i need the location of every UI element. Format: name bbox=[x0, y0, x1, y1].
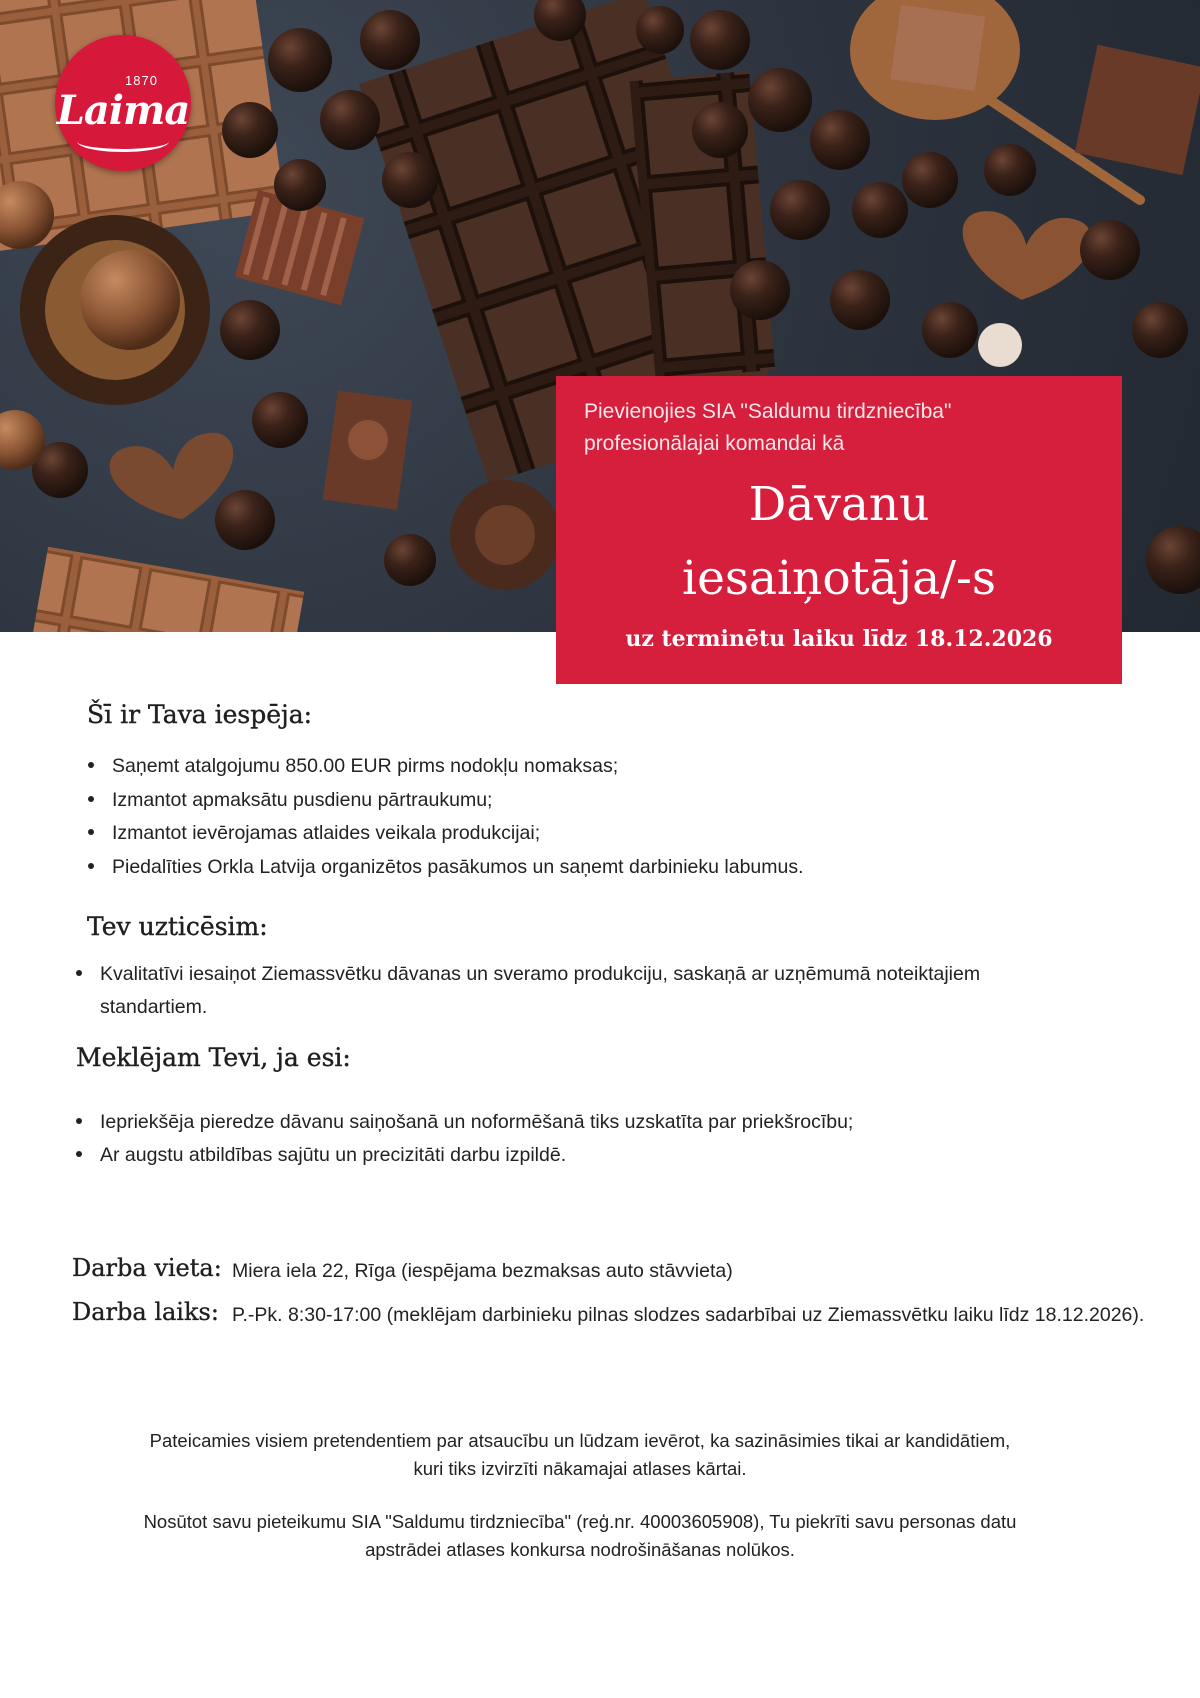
offer-heading: Šī ir Tava iespēja: bbox=[87, 700, 313, 729]
hours-value: P.-Pk. 8:30-17:00 (meklējam darbinieku pilnas slodzes sadarbībai uz Ziemassvētku laiku līdz 18.12.2026). bbox=[232, 1304, 1145, 1326]
list-item: Piedalīties Orkla Latvija organizētos pasākumos un saņemt darbinieku labumus. bbox=[86, 851, 1126, 885]
location-value: Miera iela 22, Rīga (iespējama bezmaksas auto stāvvieta) bbox=[232, 1260, 733, 1282]
list-item: Izmantot ievērojamas atlaides veikala produkcijai; bbox=[86, 817, 1126, 851]
list-item: Kvalitatīvi iesaiņot Ziemassvētku dāvanas un sveramo produkciju, saskaņā ar uzņēmumā noteiktajiem standartiem. bbox=[74, 958, 1004, 1024]
list-item: Iepriekšēja pieredze dāvanu saiņošanā un noformēšanā tiks uzskatīta par priekšrocību; bbox=[74, 1106, 1124, 1139]
privacy-note: Nosūtot savu pieteikumu SIA "Saldumu tirdzniecība" (reģ.nr. 40003605908), Tu piekrīti savu personas datu apstrādei atlases konkursa nodrošināšanas nolūkos. bbox=[143, 1511, 1017, 1560]
requirements-list bbox=[74, 1106, 1124, 1172]
logo-wordmark: Laima bbox=[56, 87, 190, 134]
list-item: Ar augstu atbildības sajūtu un precizitāti darbu izpildē. bbox=[74, 1139, 1124, 1172]
hours-label: Darba laiks: bbox=[72, 1298, 219, 1326]
list-item: Izmantot apmaksātu pusdienu pārtraukumu; bbox=[86, 784, 1126, 818]
intro-text: Pievienojies SIA "Saldumu tirdzniecība" profesionālajai komandai kā bbox=[584, 400, 952, 455]
logo-year: 1870 bbox=[125, 73, 158, 88]
duties-list bbox=[74, 958, 1004, 1024]
job-title-panel bbox=[556, 376, 1122, 684]
offer-list bbox=[86, 750, 1126, 884]
job-title: Dāvanu iesaiņotāja/-s bbox=[682, 477, 996, 606]
duties-heading: Tev uzticēsim: bbox=[87, 912, 268, 941]
list-item: Saņemt atalgojumu 850.00 EUR pirms nodokļu nomaksas; bbox=[86, 750, 1126, 784]
logo-swoosh bbox=[77, 131, 169, 152]
requirements-heading: Meklējam Tevi, ja esi: bbox=[76, 1043, 351, 1072]
thanks-note: Pateicamies visiem pretendentiem par atsaucību un lūdzam ievērot, ka sazināsimies tikai ar kandidātiem, kuri tiks izvirzīti nākamajai atlases kārtai. bbox=[149, 1430, 1011, 1479]
term-text: uz terminētu laiku līdz 18.12.2026 bbox=[625, 626, 1053, 652]
laima-logo bbox=[55, 35, 191, 171]
location-label: Darba vieta: bbox=[72, 1254, 222, 1282]
